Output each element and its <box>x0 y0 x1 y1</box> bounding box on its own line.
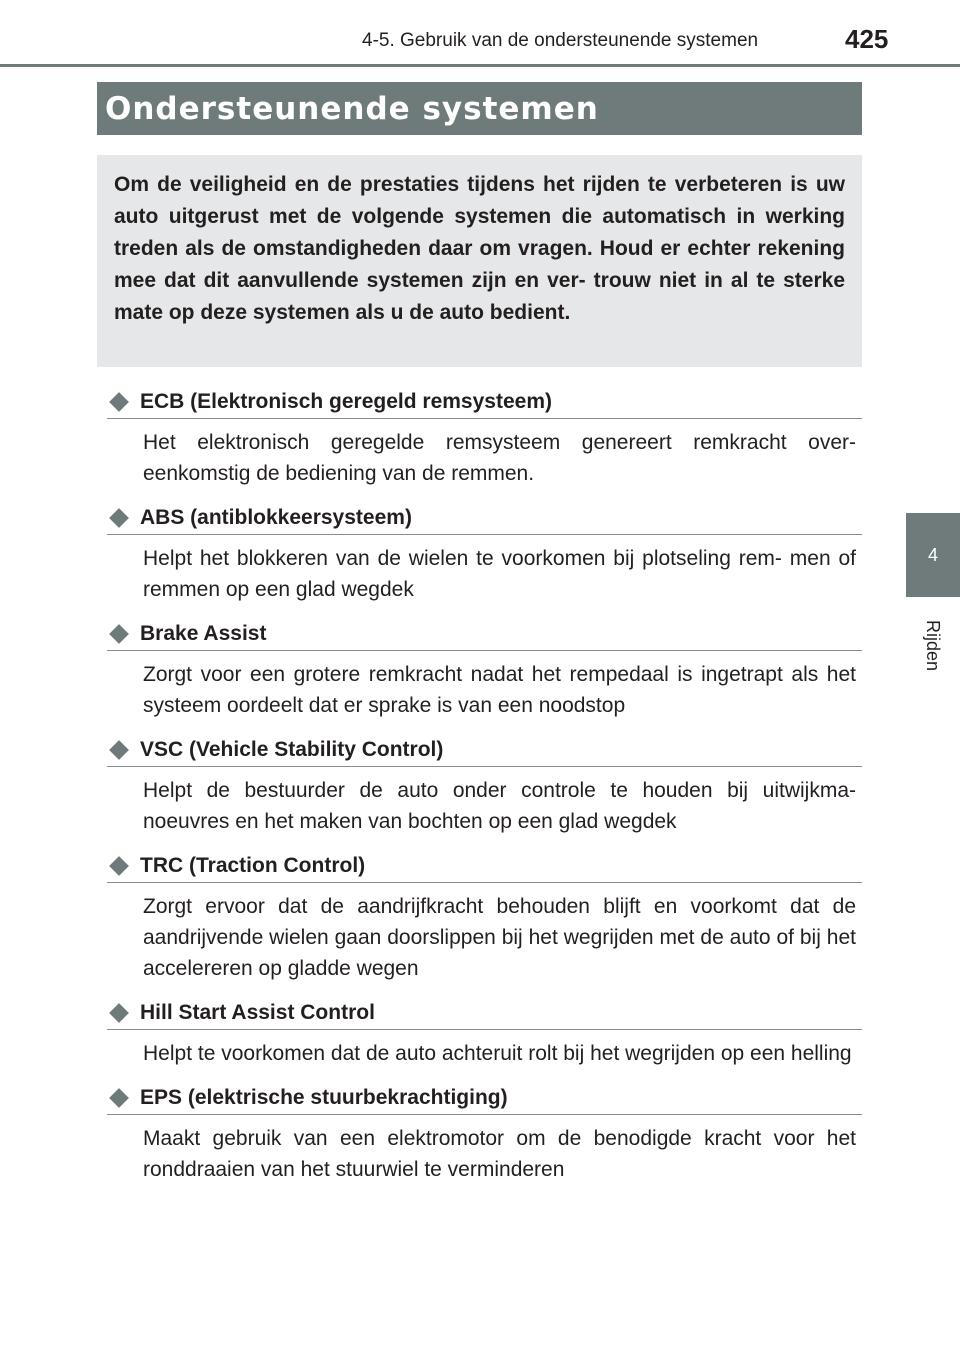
title-banner <box>97 82 862 135</box>
intro-box <box>97 155 862 367</box>
diamond-bullet-icon <box>109 1088 129 1108</box>
header-divider <box>0 64 960 67</box>
feature-description: Maakt gebruik van een elektromotor om de benodigde kracht voor het ronddraaien van het stuurwiel te verminderen <box>143 1127 856 1181</box>
feature-heading <box>107 996 862 1030</box>
intro-text: Om de veiligheid en de prestaties tijdens het rijden te verbeteren is uw auto uitgerust met de volgende systemen die automatisch in werking treden als de omstandigheden daar om vragen. Houd er echter rekening mee dat dit aanvullende systemen zijn en ver- trouw niet in al te sterke mate op deze systemen als u de auto bedient. <box>114 173 845 324</box>
chapter-label: Rijden <box>923 619 944 671</box>
diamond-bullet-icon <box>109 624 129 644</box>
feature-description: Het elektronisch geregelde remsysteem genereert remkracht over- eenkomstig de bediening van de remmen. <box>143 431 856 485</box>
page-header <box>0 0 960 68</box>
feature-item <box>0 996 960 1069</box>
feature-list <box>0 385 960 1197</box>
feature-item <box>0 617 960 721</box>
feature-heading <box>107 733 862 767</box>
feature-title: Brake Assist <box>140 621 267 645</box>
feature-title: ECB (Elektronisch geregeld remsysteem) <box>140 389 552 413</box>
feature-item <box>0 385 960 489</box>
feature-title: VSC (Vehicle Stability Control) <box>140 737 444 761</box>
feature-heading <box>107 501 862 535</box>
page-title: Ondersteunende systemen <box>105 90 599 127</box>
feature-heading <box>107 617 862 651</box>
page-number: 425 <box>845 24 889 54</box>
feature-heading <box>107 849 862 883</box>
feature-item <box>0 849 960 984</box>
feature-title: EPS (elektrische stuurbekrachtiging) <box>140 1085 508 1109</box>
diamond-bullet-icon <box>109 740 129 760</box>
diamond-bullet-icon <box>109 392 129 412</box>
feature-title: ABS (antiblokkeersysteem) <box>140 505 412 529</box>
feature-heading <box>107 1081 862 1115</box>
feature-title: Hill Start Assist Control <box>140 1000 375 1024</box>
feature-heading <box>107 385 862 419</box>
feature-item <box>0 733 960 837</box>
feature-item <box>0 1081 960 1185</box>
feature-description: Zorgt ervoor dat de aandrijfkracht behouden blijft en voorkomt dat de aandrijvende wielen gaan doorslippen bij het wegrijden met de auto of bij het accelereren op gladde wegen <box>143 895 856 980</box>
chapter-number: 4 <box>927 544 938 565</box>
feature-title: TRC (Traction Control) <box>140 853 366 877</box>
feature-description: Zorgt voor een grotere remkracht nadat het rempedaal is ingetrapt als het systeem oordeelt dat er sprake is van een noodstop <box>143 663 856 717</box>
feature-description: Helpt de bestuurder de auto onder controle te houden bij uitwijkma- noeuvres en het maken van bochten op een glad wegdek <box>143 779 856 833</box>
diamond-bullet-icon <box>109 856 129 876</box>
section-title: 4-5. Gebruik van de ondersteunende systemen <box>362 30 759 51</box>
feature-description: Helpt te voorkomen dat de auto achteruit rolt bij het wegrijden op een helling <box>143 1042 852 1065</box>
diamond-bullet-icon <box>109 508 129 528</box>
feature-item <box>0 501 960 605</box>
diamond-bullet-icon <box>109 1003 129 1023</box>
feature-description: Helpt het blokkeren van de wielen te voorkomen bij plotseling rem- men of remmen op een glad wegdek <box>143 547 856 601</box>
